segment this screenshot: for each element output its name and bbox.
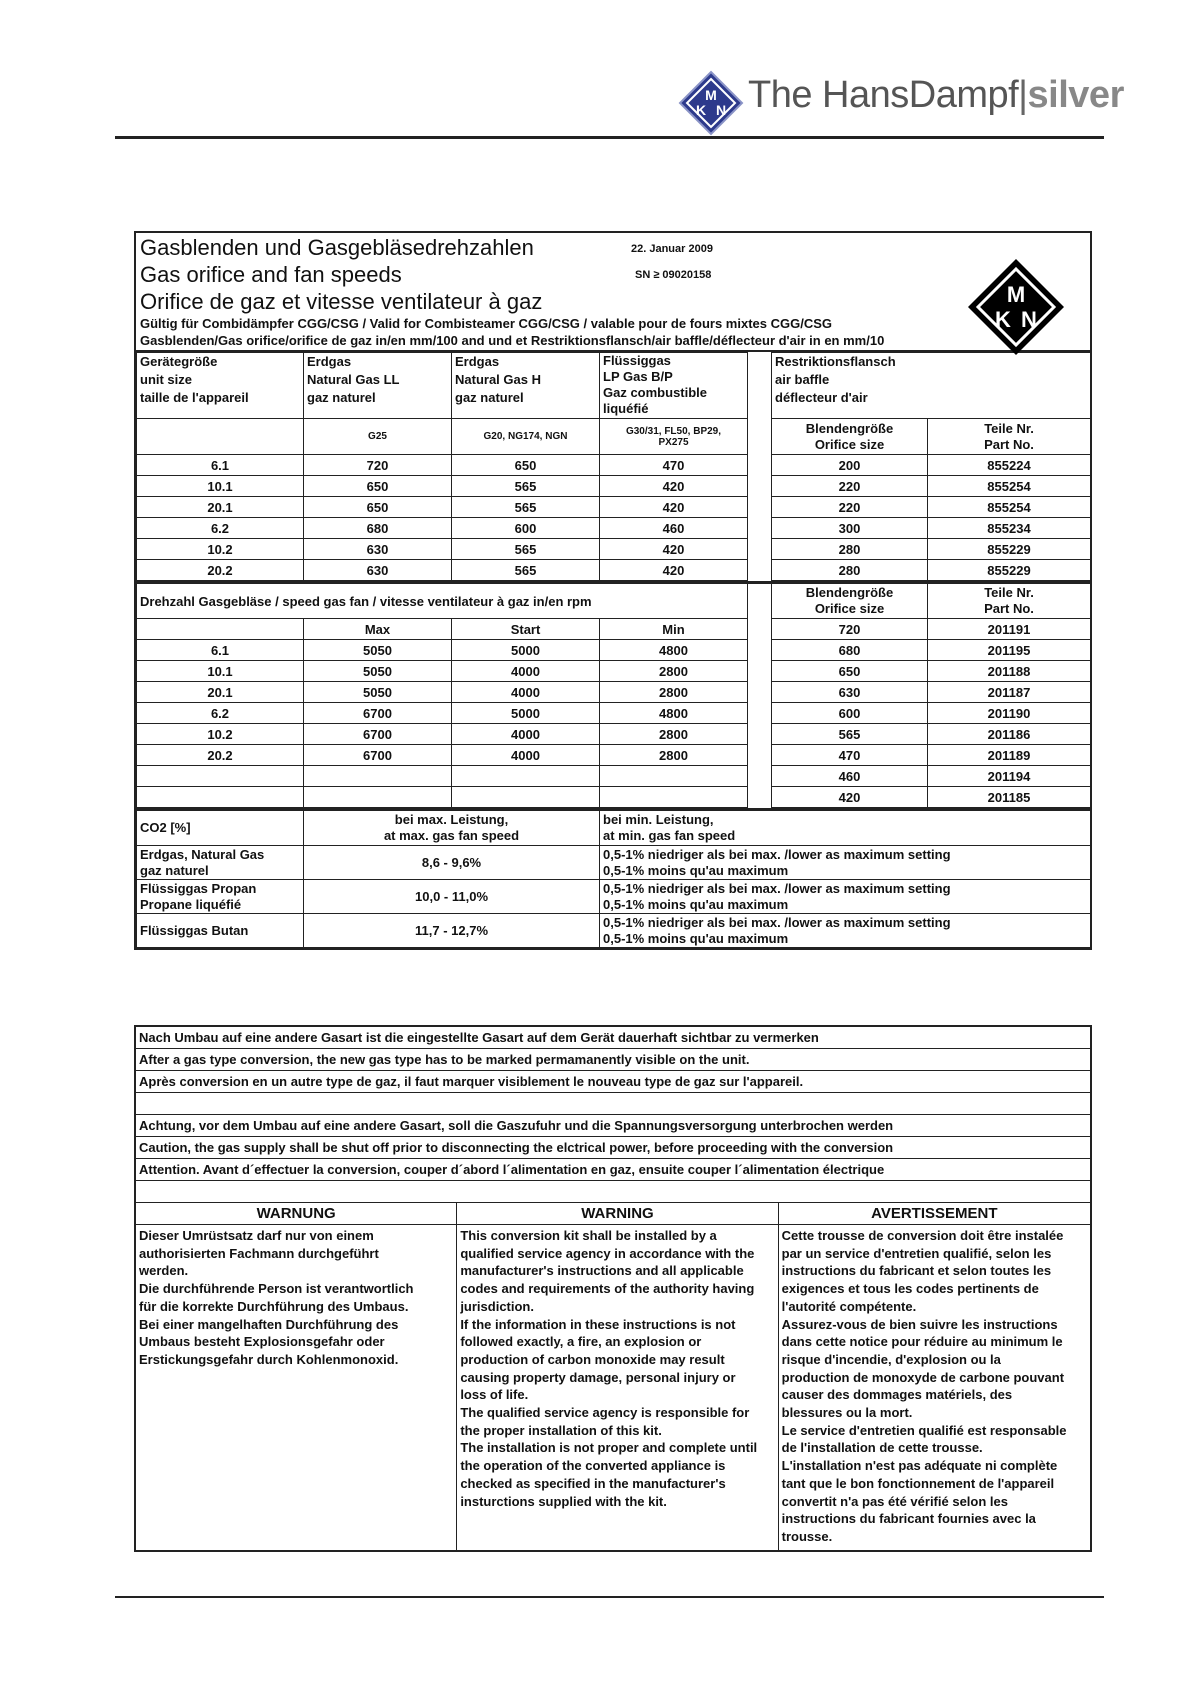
gas-h-cell: 565 bbox=[452, 560, 600, 581]
column-gap bbox=[748, 682, 772, 703]
conversion-notice-de: Nach Umbau auf eine andere Gasart ist die eingestellte Gasart auf dem Gerät dauerhaft sichtbar zu vermerken bbox=[136, 1027, 1090, 1049]
baffle-size-cell: 200 bbox=[772, 455, 928, 476]
fan-part-no-header: Teile Nr. Part No. bbox=[928, 583, 1091, 619]
fan-table-row bbox=[137, 766, 1091, 787]
co2-max-cell: 8,6 - 9,6% bbox=[304, 846, 600, 880]
gas-h-cell: 650 bbox=[452, 455, 600, 476]
unit-size-cell: 10.2 bbox=[137, 724, 304, 745]
fan-start-cell bbox=[452, 787, 600, 808]
co2-min-cell: 0,5-1% niedriger als bei max. /lower as maximum setting 0,5-1% moins qu'au maximum bbox=[600, 880, 1091, 914]
part-no-cell: 201189 bbox=[928, 745, 1091, 766]
orifice-table-row bbox=[137, 539, 1091, 560]
baffle-size-cell: 220 bbox=[772, 476, 928, 497]
gas-data-sheet bbox=[134, 231, 1092, 950]
orifice-size-cell: 420 bbox=[772, 787, 928, 808]
co2-header-label: CO2 [%] bbox=[137, 810, 304, 846]
fan-table-row bbox=[137, 661, 1091, 682]
fan-max-cell: 5050 bbox=[304, 661, 452, 682]
co2-min-cell: 0,5-1% niedriger als bei max. /lower as maximum setting 0,5-1% moins qu'au maximum bbox=[600, 846, 1091, 880]
title-fr: Orifice de gaz et vitesse ventilateur à gaz bbox=[140, 289, 543, 314]
unit-size-cell: 20.2 bbox=[137, 745, 304, 766]
fan-start-cell: 5000 bbox=[452, 640, 600, 661]
co2-header-min: bei min. Leistung, at min. gas fan speed bbox=[600, 810, 1091, 846]
orifice-table-row bbox=[137, 455, 1091, 476]
orifice-header-unit: Gerätegröße unit size taille de l'appareil bbox=[137, 353, 304, 419]
fan-table-row bbox=[137, 724, 1091, 745]
caution-notice-fr: Attention. Avant d´effectuer la conversion, couper d´abord l´alimentation en gaz, ensuite couper l´alimentation électrique bbox=[136, 1159, 1090, 1181]
fan-max-cell: 6700 bbox=[304, 724, 452, 745]
co2-table-body bbox=[137, 846, 1091, 948]
footer-rule bbox=[115, 1596, 1104, 1598]
badge-letter-k: K bbox=[995, 307, 1011, 332]
orifice-unit-note: Gasblenden/Gas orifice/orifice de gaz in/en mm/100 and und et Restriktionsflansch/air baffle/déflecteur d'air in en mm/10 bbox=[140, 333, 885, 348]
brand-name-light: The HansDampf bbox=[748, 74, 1019, 116]
fan-min-cell: 4800 bbox=[600, 640, 748, 661]
baffle-part-cell: 855234 bbox=[928, 518, 1091, 539]
baffle-size-cell: 280 bbox=[772, 560, 928, 581]
gas-ll-cell: 680 bbox=[304, 518, 452, 539]
part-no-cell: 201194 bbox=[928, 766, 1091, 787]
unit-size-cell: 10.1 bbox=[137, 476, 304, 497]
fan-max-cell: 5050 bbox=[304, 640, 452, 661]
gas-ll-cell: 720 bbox=[304, 455, 452, 476]
caution-spacer bbox=[136, 1181, 1090, 1203]
part-no-cell: 201190 bbox=[928, 703, 1091, 724]
warning-fr-heading: AVERTISSEMENT bbox=[779, 1203, 1090, 1225]
baffle-part-cell: 855229 bbox=[928, 539, 1091, 560]
title-en: Gas orifice and fan speeds bbox=[140, 262, 402, 287]
brand-name bbox=[748, 74, 1124, 117]
co2-table-row bbox=[137, 914, 1091, 948]
column-gap bbox=[748, 661, 772, 682]
conversion-notice-fr: Après conversion en un autre type de gaz, il faut marquer visiblement le nouveau type de gaz sur l'appareil. bbox=[136, 1071, 1090, 1093]
lpg-cell: 420 bbox=[600, 497, 748, 518]
co2-table-row bbox=[137, 880, 1091, 914]
logo-letter-n: N bbox=[715, 102, 727, 118]
warning-fr bbox=[779, 1203, 1090, 1550]
column-gap bbox=[748, 745, 772, 766]
conversion-notice-en: After a gas type conversion, the new gas type has to be marked permamanently visible on the unit. bbox=[136, 1049, 1090, 1071]
unit-size-cell: 20.1 bbox=[137, 497, 304, 518]
gas-h-cell: 600 bbox=[452, 518, 600, 539]
warning-de bbox=[136, 1203, 457, 1550]
orifice-table-body bbox=[137, 455, 1091, 581]
fan-min-cell: 4800 bbox=[600, 703, 748, 724]
validity-note: Gültig für Combidämpfer CGG/CSG / Valid for Combisteamer CGG/CSG / valable pour de fours mixtes CGG/CSG bbox=[140, 316, 833, 331]
fan-max-cell bbox=[304, 787, 452, 808]
logo-letter-m: M bbox=[705, 87, 717, 103]
gas-type-lpg: G30/31, FL50, BP29, PX275 bbox=[600, 419, 748, 455]
unit-size-cell bbox=[137, 766, 304, 787]
gas-h-cell: 565 bbox=[452, 539, 600, 560]
warning-de-heading: WARNUNG bbox=[136, 1203, 456, 1225]
part-no-cell: 201185 bbox=[928, 787, 1091, 808]
fan-column-header: Max bbox=[304, 619, 452, 640]
warning-columns bbox=[136, 1203, 1090, 1550]
fan-table-body bbox=[137, 619, 1091, 808]
co2-min-cell: 0,5-1% niedriger als bei max. /lower as maximum setting 0,5-1% moins qu'au maximum bbox=[600, 914, 1091, 948]
orifice-header-lpg: Flüssiggas LP Gas B/P Gaz combustible liquéfié bbox=[600, 353, 748, 419]
fan-max-cell bbox=[304, 766, 452, 787]
co2-max-cell: 10,0 - 11,0% bbox=[304, 880, 600, 914]
orifice-table-row bbox=[137, 476, 1091, 497]
fan-start-cell: 4000 bbox=[452, 724, 600, 745]
gas-type-h: G20, NG174, NGN bbox=[452, 419, 600, 455]
fan-start-cell: 5000 bbox=[452, 703, 600, 724]
orifice-size-cell: 630 bbox=[772, 682, 928, 703]
fan-max-cell: 6700 bbox=[304, 745, 452, 766]
co2-header-max: bei max. Leistung, at max. gas fan speed bbox=[304, 810, 600, 846]
orifice-size-cell: 680 bbox=[772, 640, 928, 661]
warning-en-heading: WARNING bbox=[457, 1203, 777, 1225]
baffle-part-cell: 855229 bbox=[928, 560, 1091, 581]
lpg-cell: 470 bbox=[600, 455, 748, 476]
orifice-table-row bbox=[137, 560, 1091, 581]
fan-orifice-size-header: Blendengröße Orifice size bbox=[772, 583, 928, 619]
orifice-size-cell: 470 bbox=[772, 745, 928, 766]
column-gap bbox=[748, 766, 772, 787]
fan-start-cell bbox=[452, 766, 600, 787]
conversion-notice-sheet bbox=[134, 1025, 1092, 1552]
fan-table-row bbox=[137, 745, 1091, 766]
fan-table-row bbox=[137, 640, 1091, 661]
baffle-size-cell: 220 bbox=[772, 497, 928, 518]
unit-size-cell: 10.1 bbox=[137, 661, 304, 682]
lpg-cell: 420 bbox=[600, 560, 748, 581]
warning-en-text: This conversion kit shall be installed by a qualified service agency in accordance with the manufacturer's instructions and all applicable codes and requirements of the authority having jurisdiction. If the information in these instructions is not followed exactly, a fire, an explosion or production of carbon monoxide may result causing property damage, personal injury or loss of life. The qualified service agency is responsible for the proper installation of this kit. The installation is not proper and complete until the operation of the converted appliance is checked as specified in the manufacturer's insturctions supplied with the kit. bbox=[460, 1228, 758, 1509]
fan-start-cell: 4000 bbox=[452, 745, 600, 766]
unit-size-cell: 20.2 bbox=[137, 560, 304, 581]
caution-notice-en: Caution, the gas supply shall be shut off prior to disconnecting the elctrical power, before proceeding with the conversion bbox=[136, 1137, 1090, 1159]
part-no-cell: 201187 bbox=[928, 682, 1091, 703]
page-header bbox=[0, 0, 1191, 140]
lpg-cell: 420 bbox=[600, 476, 748, 497]
column-gap bbox=[748, 787, 772, 808]
title-de: Gasblenden und Gasgebläsedrehzahlen bbox=[140, 235, 534, 260]
sheet-date: 22. Januar 2009 bbox=[631, 243, 713, 255]
fan-start-cell: 4000 bbox=[452, 661, 600, 682]
logo-letter-k: K bbox=[695, 102, 707, 118]
co2-max-cell: 11,7 - 12,7% bbox=[304, 914, 600, 948]
part-no-cell: 201186 bbox=[928, 724, 1091, 745]
gas-ll-cell: 630 bbox=[304, 539, 452, 560]
orifice-size-cell: 565 bbox=[772, 724, 928, 745]
orifice-table-row bbox=[137, 518, 1091, 539]
gas-type-cell: Erdgas, Natural Gas gaz naturel bbox=[137, 846, 304, 880]
brand-name-bold: silver bbox=[1027, 74, 1124, 116]
gas-ll-cell: 630 bbox=[304, 560, 452, 581]
unit-size-cell: 10.2 bbox=[137, 539, 304, 560]
notice-spacer bbox=[136, 1093, 1090, 1115]
unit-size-cell bbox=[137, 787, 304, 808]
fan-table-title: Drehzahl Gasgebläse / speed gas fan / vitesse ventilateur à gaz in/en rpm bbox=[137, 583, 748, 619]
serial-number: SN ≥ 09020158 bbox=[635, 269, 712, 281]
fan-min-cell: 2800 bbox=[600, 724, 748, 745]
header-rule bbox=[115, 136, 1104, 139]
orifice-table bbox=[136, 352, 1091, 581]
column-gap bbox=[748, 518, 772, 539]
baffle-part-no-header: Teile Nr. Part No. bbox=[928, 419, 1091, 455]
column-gap bbox=[748, 640, 772, 661]
gas-ll-cell: 650 bbox=[304, 497, 452, 518]
warning-en bbox=[457, 1203, 778, 1550]
fan-table-row bbox=[137, 703, 1091, 724]
orifice-header-gas-h: Erdgas Natural Gas H gaz naturel bbox=[452, 353, 600, 419]
warning-fr-text: Cette trousse de conversion doit être instalée par un service d'entretien qualifié, selon les instructions du fabricant et selon toutes les exigences et tous les codes pertinents de l'autorité compétente. Assurez-vous de bien suivre les instructions dans cette notice pour réduire au minimum le risque d'incendie, d'explosion ou la production de monoxyde de carbone pouvant causer des dommages matériels, des blessures ou la mort. Le service d'entretien qualifié est responsable de l'installation de cette trousse. L'installation n'est pas adéquate ni complète tant que le bon fonctionnement de l'appareil convertit n'a pas été vérifié selon les instructions du fabricant fournies avec la trousse. bbox=[781, 1228, 1067, 1544]
badge-letter-m: M bbox=[1006, 282, 1026, 307]
fan-min-cell bbox=[600, 787, 748, 808]
fan-min-cell: 2800 bbox=[600, 661, 748, 682]
column-gap bbox=[748, 455, 772, 476]
fan-table-row bbox=[137, 682, 1091, 703]
co2-table-row bbox=[137, 846, 1091, 880]
column-gap bbox=[748, 497, 772, 518]
unit-size-cell: 6.2 bbox=[137, 518, 304, 539]
column-gap bbox=[748, 703, 772, 724]
fan-max-cell: 6700 bbox=[304, 703, 452, 724]
fan-table-row bbox=[137, 787, 1091, 808]
part-no-cell: 201191 bbox=[928, 619, 1091, 640]
gas-type-cell: Flüssiggas Propan Propane liquéfié bbox=[137, 880, 304, 914]
orifice-size-cell: 720 bbox=[772, 619, 928, 640]
unit-size-cell: 20.1 bbox=[137, 682, 304, 703]
column-gap bbox=[748, 619, 772, 640]
part-no-cell: 201188 bbox=[928, 661, 1091, 682]
orifice-header-gas-ll: Erdgas Natural Gas LL gaz naturel bbox=[304, 353, 452, 419]
orifice-table-row bbox=[137, 497, 1091, 518]
gas-ll-cell: 650 bbox=[304, 476, 452, 497]
orifice-size-cell: 650 bbox=[772, 661, 928, 682]
baffle-part-cell: 855254 bbox=[928, 476, 1091, 497]
fan-column-header: Start bbox=[452, 619, 600, 640]
mkn-badge-icon bbox=[966, 257, 1066, 357]
baffle-part-cell: 855224 bbox=[928, 455, 1091, 476]
sheet-title-block bbox=[136, 233, 1090, 352]
baffle-orifice-size-header: Blendengröße Orifice size bbox=[772, 419, 928, 455]
gas-h-cell: 565 bbox=[452, 476, 600, 497]
brand-divider: | bbox=[1018, 74, 1028, 116]
fan-table-row bbox=[137, 619, 1091, 640]
gas-type-cell: Flüssiggas Butan bbox=[137, 914, 304, 948]
gas-h-cell: 565 bbox=[452, 497, 600, 518]
unit-size-cell: 6.1 bbox=[137, 640, 304, 661]
brand-logo bbox=[678, 70, 1138, 130]
column-gap bbox=[748, 539, 772, 560]
fan-min-cell: 2800 bbox=[600, 745, 748, 766]
fan-max-cell: 5050 bbox=[304, 682, 452, 703]
orifice-header-baffle: Restriktionsflansch air baffle déflecteur d'air bbox=[772, 353, 1091, 419]
warning-de-text: Dieser Umrüstsatz darf nur von einem authorisierten Fachmann durchgeführt werden. Die durchführende Person ist verantwortlich für die korrekte Durchführung des Umbaus. Bei einer mangelhaften Durchführung des Umbaus besteht Explosionsgefahr oder Erstickungsgefahr durch Kohlenmonoxid. bbox=[139, 1228, 414, 1367]
baffle-size-cell: 300 bbox=[772, 518, 928, 539]
unit-size-cell: 6.1 bbox=[137, 455, 304, 476]
caution-notice-de: Achtung, vor dem Umbau auf eine andere Gasart, soll die Gaszufuhr und die Spannungsversorgung unterbrochen werden bbox=[136, 1115, 1090, 1137]
fan-speed-table bbox=[136, 581, 1091, 808]
fan-min-cell bbox=[600, 766, 748, 787]
part-no-cell: 201195 bbox=[928, 640, 1091, 661]
column-gap bbox=[748, 476, 772, 497]
fan-column-header: Min bbox=[600, 619, 748, 640]
gas-type-ll: G25 bbox=[304, 419, 452, 455]
lpg-cell: 460 bbox=[600, 518, 748, 539]
column-gap bbox=[748, 560, 772, 581]
unit-size-cell: 6.2 bbox=[137, 703, 304, 724]
orifice-size-cell: 600 bbox=[772, 703, 928, 724]
mkn-logo-icon bbox=[678, 70, 744, 136]
baffle-size-cell: 280 bbox=[772, 539, 928, 560]
lpg-cell: 420 bbox=[600, 539, 748, 560]
orifice-size-cell: 460 bbox=[772, 766, 928, 787]
fan-min-cell: 2800 bbox=[600, 682, 748, 703]
badge-letter-n: N bbox=[1021, 307, 1037, 332]
column-gap bbox=[748, 724, 772, 745]
fan-start-cell: 4000 bbox=[452, 682, 600, 703]
co2-table bbox=[136, 808, 1091, 948]
fan-header-blank bbox=[137, 619, 304, 640]
baffle-part-cell: 855254 bbox=[928, 497, 1091, 518]
